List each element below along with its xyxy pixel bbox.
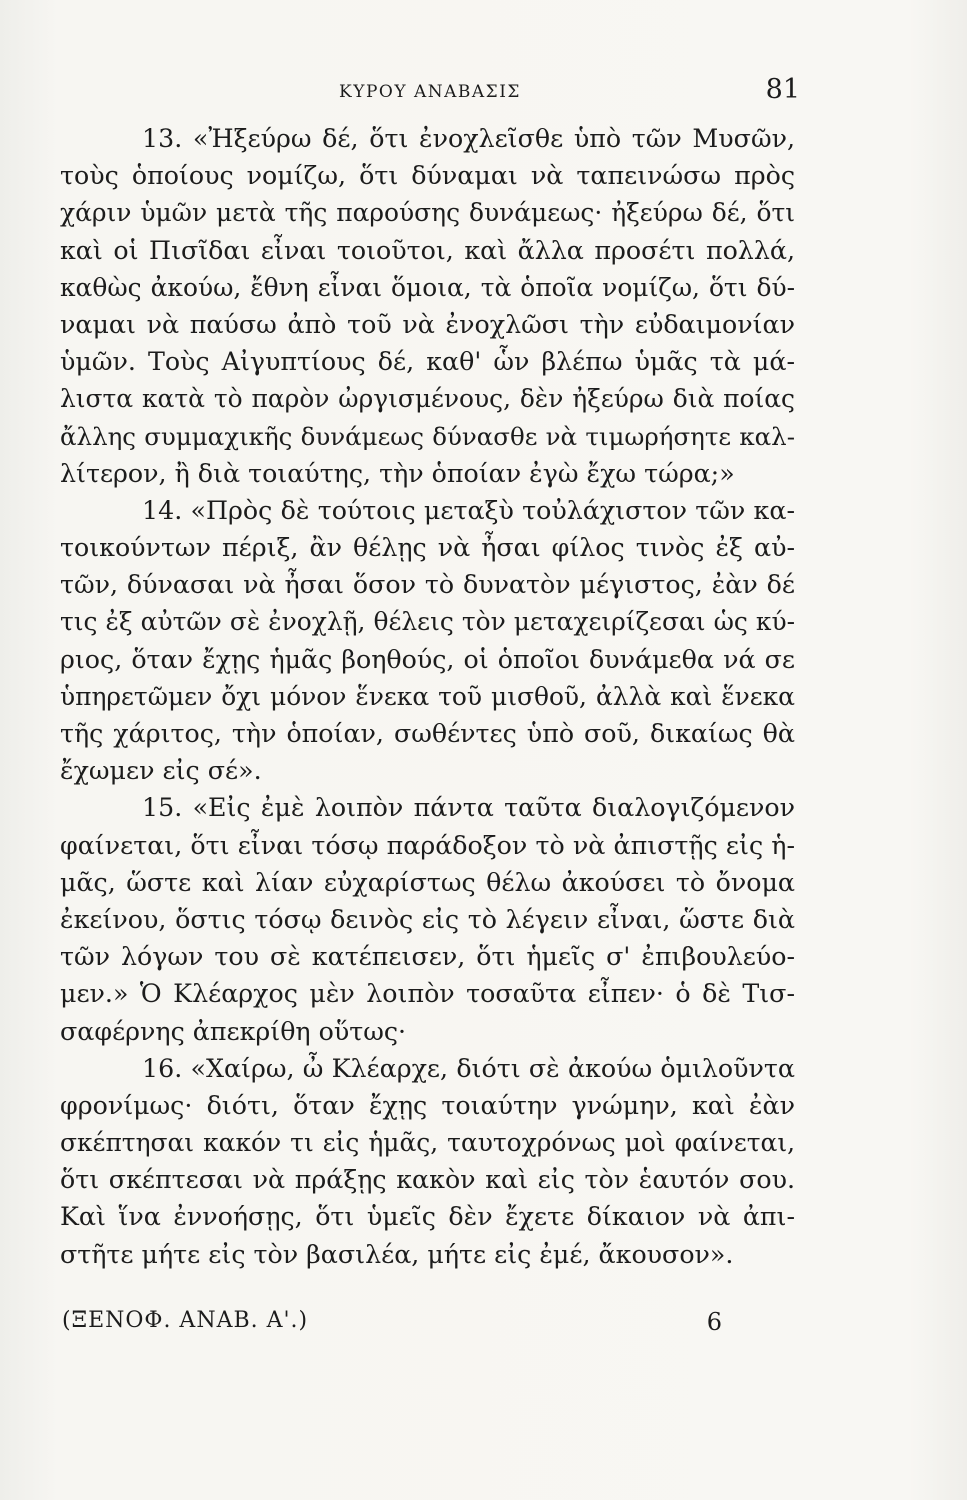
- text-line: χάριν ὑμῶν μετὰ τῆς παρούσης δυνάμεως· ἠξεύρω δέ, ὅτι: [60, 198, 795, 228]
- text-line: σαφέρνης ἀπεκρίθη οὕτως·: [60, 1016, 407, 1046]
- text-line: ναμαι νὰ παύσω ἀπὸ τοῦ νὰ ἐνοχλῶσι τὴν εὐδαιμονίαν: [60, 309, 795, 339]
- text-line: λίτερον, ἢ διὰ τοιαύτης, τὴν ὁποίαν ἐγὼ ἔχω τώρα;»: [60, 458, 735, 488]
- text-line: σκέπτησαι κακόν τι εἰς ἡμᾶς, ταυτοχρόνως μοὶ φαίνεται,: [60, 1128, 795, 1158]
- text-line: ὑμῶν. Τοὺς Αἰγυπτίους δέ, καθ' ὧν βλέπω ὑμᾶς τὰ μά-: [60, 347, 795, 377]
- text-line: τοικούντων πέριξ, ἂν θέλῃς νὰ ἦσαι φίλος τινὸς ἐξ αὐ-: [60, 533, 795, 563]
- paragraph-15-start: 15. «Εἰς ἐμὲ λοιπὸν πάντα ταῦτα διαλογιζόμενον: [142, 793, 795, 823]
- text-line: Καὶ ἵνα ἐννοήσῃς, ὅτι ὑμεῖς δὲν ἔχετε δίκαιον νὰ ἀπι-: [60, 1202, 795, 1232]
- text-line: λιστα κατὰ τὸ παρὸν ὠργισμένους, δὲν ἠξεύρω διὰ ποίας: [60, 384, 795, 414]
- running-title: ΚΥΡΟΥ ΑΝΑΒΑΣΙΣ: [339, 82, 521, 102]
- text-line: μᾶς, ὥστε καὶ λίαν εὐχαρίστως θέλω ἀκούσει τὸ ὄνομα: [60, 867, 795, 897]
- text-line: καὶ οἱ Πισῖδαι εἶναι τοιοῦτοι, καὶ ἄλλα προσέτι πολλά,: [60, 235, 795, 265]
- text-line: ὅτι σκέπτεσαι νὰ πράξῃς κακὸν καὶ εἰς τὸν ἑαυτόν σου.: [60, 1165, 795, 1195]
- text-line: φαίνεται, ὅτι εἶναι τόσῳ παράδοξον τὸ νὰ ἀπιστῇς εἰς ἡ-: [60, 830, 795, 860]
- text-line: ἔχωμεν εἰς σέ».: [60, 756, 262, 786]
- paragraph-13-start: 13. «Ἠξεύρω δέ, ὅτι ἐνοχλεῖσθε ὑπὸ τῶν Μυσῶν,: [142, 124, 795, 153]
- text-line: τις ἐξ αὐτῶν σὲ ἐνοχλῇ, θέλεις τὸν μεταχειρίζεσαι ὡς κύ-: [60, 607, 795, 637]
- text-line: μεν.» Ὁ Κλέαρχος μὲν λοιπὸν τοσαῦτα εἶπεν· ὁ δὲ Τισ-: [60, 979, 795, 1009]
- text-line: τῶν λόγων του σὲ κατέπεισεν, ὅτι ἡμεῖς σ' ἐπιβουλεύο-: [60, 942, 795, 972]
- body-text: [60, 120, 795, 1273]
- text-line: ριος, ὅταν ἔχῃς ἡμᾶς βοηθούς, οἱ ὁποῖοι δυνάμεθα νά σε: [60, 644, 795, 674]
- text-line: ὑπηρετῶμεν ὄχι μόνον ἕνεκα τοῦ μισθοῦ, ἀλλὰ καὶ ἕνεκα: [60, 681, 795, 711]
- text-line: καθὼς ἀκούω, ἔθνη εἶναι ὅμοια, τὰ ὁποῖα νομίζω, ὅτι δύ-: [60, 272, 795, 302]
- text-line: ἐκείνου, ὅστις τόσῳ δεινὸς εἰς τὸ λέγειν εἶναι, ὥστε διὰ: [60, 904, 795, 934]
- text-line: φρονίμως· διότι, ὅταν ἔχῃς τοιαύτην γνώμην, καὶ ἐὰν: [60, 1090, 795, 1120]
- book-reference: (ΞΕΝΟΦ. ΑΝΑΒ. Α'.): [62, 1308, 309, 1333]
- text-line: ἄλλης συμμαχικῆς δυνάμεως δύνασθε νὰ τιμωρήσητε καλ-: [60, 421, 795, 451]
- page-header: [60, 74, 800, 114]
- page-footer: [62, 1308, 722, 1344]
- text-line: στῆτε μήτε εἰς τὸν βασιλέα, μήτε εἰς ἐμέ, ἄκουσον».: [60, 1239, 734, 1269]
- page-number: 81: [765, 74, 800, 105]
- text-line: τοὺς ὁποίους νομίζω, ὅτι δύναμαι νὰ ταπεινώσω πρὸς: [60, 161, 795, 191]
- text-line: τῆς χάριτος, τὴν ὁποίαν, σωθέντες ὑπὸ σοῦ, δικαίως θὰ: [60, 719, 795, 748]
- paragraph-14-start: 14. «Πρὸς δὲ τούτοις μεταξὺ τοὐλάχιστον τῶν κα-: [142, 495, 795, 525]
- text-line: τῶν, δύνασαι νὰ ἦσαι ὅσον τὸ δυνατὸν μέγιστος, ἐὰν δέ: [60, 570, 795, 600]
- paragraph-16-start: 16. «Χαίρω, ὦ Κλέαρχε, διότι σὲ ἀκούω ὁμιλοῦντα: [142, 1053, 795, 1083]
- signature-mark: 6: [706, 1308, 722, 1336]
